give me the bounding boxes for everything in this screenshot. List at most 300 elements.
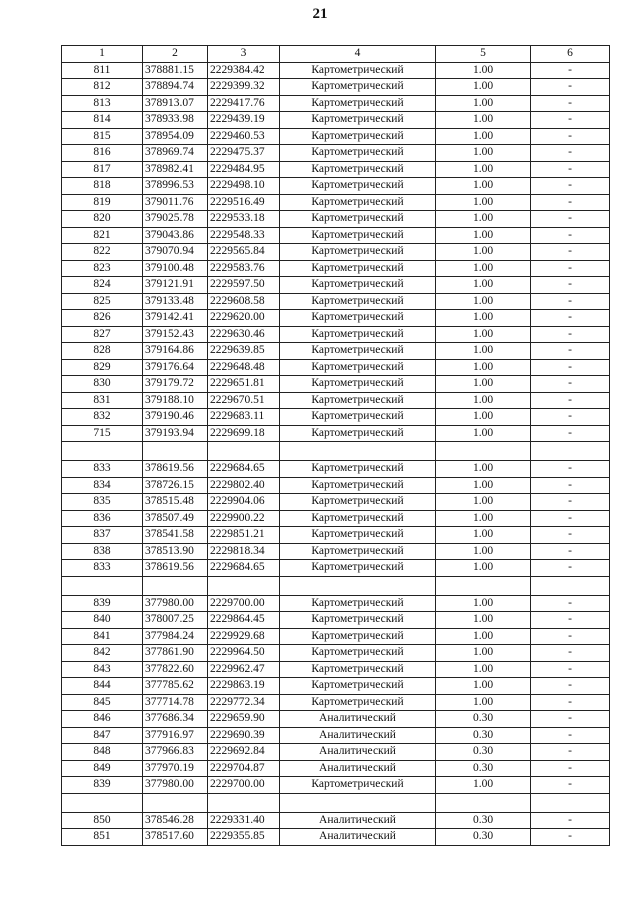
description-cell: - [531,128,610,145]
point-number-cell: 837 [62,527,143,544]
empty-cell [208,793,280,812]
table-row [62,477,610,494]
point-number-cell: 823 [62,260,143,277]
column-header: 6 [531,46,610,63]
table-row [62,527,610,544]
table-row [62,211,610,228]
method-cell: Картометрический [280,595,436,612]
table-row [62,277,610,294]
description-cell: - [531,543,610,560]
table-row [62,178,610,195]
table-row [62,777,610,794]
x-coordinate-cell: 377714.78 [143,694,208,711]
empty-cell [531,576,610,595]
x-coordinate-cell: 379190.46 [143,409,208,426]
method-cell: Картометрический [280,62,436,79]
table-row [62,161,610,178]
description-cell: - [531,310,610,327]
table-row [62,560,610,577]
point-number-cell: 849 [62,760,143,777]
empty-cell [143,442,208,461]
point-number-cell: 851 [62,829,143,846]
page-number: 21 [312,6,328,22]
method-cell: Картометрический [280,326,436,343]
accuracy-cell: 1.00 [436,161,531,178]
method-cell: Картометрический [280,293,436,310]
y-coordinate-cell: 2229818.34 [208,543,280,560]
method-cell: Картометрический [280,376,436,393]
y-coordinate-cell: 2229484.95 [208,161,280,178]
point-number-cell: 846 [62,711,143,728]
accuracy-cell: 1.00 [436,277,531,294]
y-coordinate-cell: 2229802.40 [208,477,280,494]
x-coordinate-cell: 378996.53 [143,178,208,195]
point-number-cell: 842 [62,645,143,662]
accuracy-cell: 1.00 [436,211,531,228]
method-cell: Картометрический [280,678,436,695]
table-row [62,310,610,327]
accuracy-cell: 1.00 [436,409,531,426]
table-row [62,612,610,629]
table-row [62,194,610,211]
x-coordinate-cell: 379193.94 [143,425,208,442]
method-cell: Картометрический [280,277,436,294]
accuracy-cell: 1.00 [436,661,531,678]
y-coordinate-cell: 2229475.37 [208,145,280,162]
y-coordinate-cell: 2229690.39 [208,727,280,744]
y-coordinate-cell: 2229533.18 [208,211,280,228]
method-cell: Аналитический [280,727,436,744]
table-row [62,812,610,829]
y-coordinate-cell: 2229439.19 [208,112,280,129]
point-number-cell: 845 [62,694,143,711]
method-cell: Картометрический [280,211,436,228]
point-number-cell: 824 [62,277,143,294]
y-coordinate-cell: 2229355.85 [208,829,280,846]
description-cell: - [531,612,610,629]
x-coordinate-cell: 377785.62 [143,678,208,695]
x-coordinate-cell: 379133.48 [143,293,208,310]
x-coordinate-cell: 377861.90 [143,645,208,662]
x-coordinate-cell: 377980.00 [143,777,208,794]
method-cell: Картометрический [280,161,436,178]
accuracy-cell: 0.30 [436,829,531,846]
point-number-cell: 830 [62,376,143,393]
accuracy-cell: 1.00 [436,392,531,409]
x-coordinate-cell: 379025.78 [143,211,208,228]
method-cell: Аналитический [280,760,436,777]
description-cell: - [531,744,610,761]
point-number-cell: 829 [62,359,143,376]
method-cell: Аналитический [280,744,436,761]
table-row [62,260,610,277]
point-number-cell: 833 [62,560,143,577]
table-row [62,595,610,612]
x-coordinate-cell: 378007.25 [143,612,208,629]
table-row [62,744,610,761]
point-number-cell: 839 [62,777,143,794]
empty-cell [62,793,143,812]
empty-cell [208,576,280,595]
y-coordinate-cell: 2229565.84 [208,244,280,261]
table-separator-row [62,793,610,812]
description-cell: - [531,194,610,211]
x-coordinate-cell: 378969.74 [143,145,208,162]
y-coordinate-cell: 2229331.40 [208,812,280,829]
point-number-cell: 833 [62,461,143,478]
description-cell: - [531,727,610,744]
description-cell: - [531,161,610,178]
accuracy-cell: 1.00 [436,694,531,711]
point-number-cell: 715 [62,425,143,442]
x-coordinate-cell: 377686.34 [143,711,208,728]
point-number-cell: 818 [62,178,143,195]
x-coordinate-cell: 378913.07 [143,95,208,112]
accuracy-cell: 1.00 [436,260,531,277]
point-number-cell: 836 [62,510,143,527]
table-row [62,727,610,744]
table-row [62,376,610,393]
column-header: 5 [436,46,531,63]
description-cell: - [531,260,610,277]
x-coordinate-cell: 379011.76 [143,194,208,211]
description-cell: - [531,678,610,695]
method-cell: Картометрический [280,694,436,711]
y-coordinate-cell: 2229904.06 [208,494,280,511]
method-cell: Картометрический [280,145,436,162]
accuracy-cell: 1.00 [436,310,531,327]
method-cell: Картометрический [280,425,436,442]
y-coordinate-cell: 2229683.11 [208,409,280,426]
point-number-cell: 848 [62,744,143,761]
y-coordinate-cell: 2229964.50 [208,645,280,662]
method-cell: Картометрический [280,95,436,112]
y-coordinate-cell: 2229417.76 [208,95,280,112]
accuracy-cell: 0.30 [436,812,531,829]
method-cell: Картометрический [280,645,436,662]
method-cell: Картометрический [280,560,436,577]
y-coordinate-cell: 2229772.34 [208,694,280,711]
empty-cell [143,793,208,812]
x-coordinate-cell: 377980.00 [143,595,208,612]
x-coordinate-cell: 379188.10 [143,392,208,409]
y-coordinate-cell: 2229548.33 [208,227,280,244]
y-coordinate-cell: 2229659.90 [208,711,280,728]
x-coordinate-cell: 377916.97 [143,727,208,744]
accuracy-cell: 1.00 [436,145,531,162]
empty-cell [62,442,143,461]
point-number-cell: 821 [62,227,143,244]
table-row [62,128,610,145]
x-coordinate-cell: 379142.41 [143,310,208,327]
method-cell: Картометрический [280,112,436,129]
y-coordinate-cell: 2229620.00 [208,310,280,327]
y-coordinate-cell: 2229900.22 [208,510,280,527]
accuracy-cell: 1.00 [436,227,531,244]
y-coordinate-cell: 2229670.51 [208,392,280,409]
method-cell: Картометрический [280,392,436,409]
description-cell: - [531,376,610,393]
method-cell: Аналитический [280,829,436,846]
x-coordinate-cell: 378933.98 [143,112,208,129]
empty-cell [62,576,143,595]
empty-cell [531,793,610,812]
method-cell: Картометрический [280,612,436,629]
accuracy-cell: 1.00 [436,376,531,393]
x-coordinate-cell: 379070.94 [143,244,208,261]
method-cell: Картометрический [280,79,436,96]
point-number-cell: 850 [62,812,143,829]
accuracy-cell: 1.00 [436,244,531,261]
table-row [62,326,610,343]
point-number-cell: 838 [62,543,143,560]
description-cell: - [531,293,610,310]
method-cell: Картометрический [280,661,436,678]
x-coordinate-cell: 379152.43 [143,326,208,343]
method-cell: Картометрический [280,260,436,277]
accuracy-cell: 1.00 [436,79,531,96]
empty-cell [143,576,208,595]
description-cell: - [531,510,610,527]
method-cell: Картометрический [280,194,436,211]
description-cell: - [531,277,610,294]
table-row [62,409,610,426]
table-header-row [62,46,610,63]
empty-cell [531,442,610,461]
table-row [62,79,610,96]
table-row [62,711,610,728]
accuracy-cell: 0.30 [436,744,531,761]
table-row [62,392,610,409]
description-cell: - [531,812,610,829]
point-number-cell: 832 [62,409,143,426]
table-body [62,62,610,845]
x-coordinate-cell: 378517.60 [143,829,208,846]
method-cell: Картометрический [280,178,436,195]
description-cell: - [531,227,610,244]
y-coordinate-cell: 2229608.58 [208,293,280,310]
description-cell: - [531,409,610,426]
description-cell: - [531,359,610,376]
accuracy-cell: 1.00 [436,425,531,442]
method-cell: Картометрический [280,494,436,511]
accuracy-cell: 1.00 [436,326,531,343]
table-row [62,494,610,511]
point-number-cell: 820 [62,211,143,228]
accuracy-cell: 0.30 [436,711,531,728]
point-number-cell: 816 [62,145,143,162]
table-row [62,678,610,695]
point-number-cell: 839 [62,595,143,612]
table-row [62,227,610,244]
accuracy-cell: 1.00 [436,595,531,612]
x-coordinate-cell: 379176.64 [143,359,208,376]
accuracy-cell: 1.00 [436,359,531,376]
method-cell: Аналитический [280,711,436,728]
table-row [62,293,610,310]
point-number-cell: 822 [62,244,143,261]
column-header: 4 [280,46,436,63]
description-cell: - [531,527,610,544]
y-coordinate-cell: 2229851.21 [208,527,280,544]
table-row [62,461,610,478]
accuracy-cell: 1.00 [436,194,531,211]
x-coordinate-cell: 378515.48 [143,494,208,511]
x-coordinate-cell: 378894.74 [143,79,208,96]
x-coordinate-cell: 378881.15 [143,62,208,79]
description-cell: - [531,145,610,162]
method-cell: Картометрический [280,777,436,794]
x-coordinate-cell: 378619.56 [143,461,208,478]
description-cell: - [531,694,610,711]
y-coordinate-cell: 2229684.65 [208,560,280,577]
method-cell: Аналитический [280,812,436,829]
accuracy-cell: 1.00 [436,612,531,629]
y-coordinate-cell: 2229700.00 [208,595,280,612]
point-number-cell: 835 [62,494,143,511]
column-header: 1 [62,46,143,63]
empty-cell [436,576,531,595]
description-cell: - [531,777,610,794]
y-coordinate-cell: 2229648.48 [208,359,280,376]
point-number-cell: 813 [62,95,143,112]
description-cell: - [531,645,610,662]
accuracy-cell: 1.00 [436,293,531,310]
description-cell: - [531,560,610,577]
accuracy-cell: 1.00 [436,777,531,794]
method-cell: Картометрический [280,244,436,261]
description-cell: - [531,211,610,228]
description-cell: - [531,343,610,360]
description-cell: - [531,711,610,728]
empty-cell [436,793,531,812]
accuracy-cell: 1.00 [436,543,531,560]
method-cell: Картометрический [280,310,436,327]
accuracy-cell: 0.30 [436,760,531,777]
x-coordinate-cell: 379100.48 [143,260,208,277]
accuracy-cell: 1.00 [436,628,531,645]
accuracy-cell: 1.00 [436,678,531,695]
x-coordinate-cell: 379121.91 [143,277,208,294]
description-cell: - [531,461,610,478]
description-cell: - [531,425,610,442]
y-coordinate-cell: 2229864.45 [208,612,280,629]
accuracy-cell: 1.00 [436,128,531,145]
description-cell: - [531,178,610,195]
point-number-cell: 827 [62,326,143,343]
method-cell: Картометрический [280,227,436,244]
y-coordinate-cell: 2229700.00 [208,777,280,794]
point-number-cell: 815 [62,128,143,145]
method-cell: Картометрический [280,359,436,376]
y-coordinate-cell: 2229583.76 [208,260,280,277]
description-cell: - [531,392,610,409]
empty-cell [280,793,436,812]
point-number-cell: 826 [62,310,143,327]
point-number-cell: 812 [62,79,143,96]
description-cell: - [531,595,610,612]
description-cell: - [531,326,610,343]
table-row [62,62,610,79]
x-coordinate-cell: 378507.49 [143,510,208,527]
x-coordinate-cell: 379179.72 [143,376,208,393]
table-row [62,645,610,662]
accuracy-cell: 1.00 [436,527,531,544]
accuracy-cell: 1.00 [436,510,531,527]
x-coordinate-cell: 377966.83 [143,744,208,761]
y-coordinate-cell: 2229684.65 [208,461,280,478]
y-coordinate-cell: 2229863.19 [208,678,280,695]
accuracy-cell: 1.00 [436,461,531,478]
description-cell: - [531,244,610,261]
method-cell: Картометрический [280,543,436,560]
table-row [62,145,610,162]
point-number-cell: 844 [62,678,143,695]
method-cell: Картометрический [280,343,436,360]
x-coordinate-cell: 378513.90 [143,543,208,560]
coordinates-table [61,45,610,846]
x-coordinate-cell: 378726.15 [143,477,208,494]
point-number-cell: 814 [62,112,143,129]
y-coordinate-cell: 2229498.10 [208,178,280,195]
method-cell: Картометрический [280,409,436,426]
y-coordinate-cell: 2229597.50 [208,277,280,294]
method-cell: Картометрический [280,628,436,645]
description-cell: - [531,477,610,494]
table-row [62,694,610,711]
x-coordinate-cell: 378619.56 [143,560,208,577]
x-coordinate-cell: 378546.28 [143,812,208,829]
x-coordinate-cell: 379164.86 [143,343,208,360]
table-row [62,359,610,376]
x-coordinate-cell: 377822.60 [143,661,208,678]
empty-cell [208,442,280,461]
method-cell: Картометрический [280,461,436,478]
table-row [62,628,610,645]
table-row [62,661,610,678]
method-cell: Картометрический [280,128,436,145]
description-cell: - [531,79,610,96]
empty-cell [436,442,531,461]
description-cell: - [531,829,610,846]
table-separator-row [62,442,610,461]
table-row [62,760,610,777]
description-cell: - [531,95,610,112]
point-number-cell: 834 [62,477,143,494]
y-coordinate-cell: 2229692.84 [208,744,280,761]
method-cell: Картометрический [280,477,436,494]
point-number-cell: 843 [62,661,143,678]
accuracy-cell: 1.00 [436,343,531,360]
x-coordinate-cell: 377984.24 [143,628,208,645]
y-coordinate-cell: 2229699.18 [208,425,280,442]
y-coordinate-cell: 2229639.85 [208,343,280,360]
description-cell: - [531,62,610,79]
x-coordinate-cell: 378982.41 [143,161,208,178]
table-row [62,425,610,442]
accuracy-cell: 1.00 [436,560,531,577]
table-row [62,244,610,261]
y-coordinate-cell: 2229460.53 [208,128,280,145]
point-number-cell: 841 [62,628,143,645]
y-coordinate-cell: 2229516.49 [208,194,280,211]
column-header: 2 [143,46,208,63]
column-header: 3 [208,46,280,63]
accuracy-cell: 1.00 [436,494,531,511]
point-number-cell: 828 [62,343,143,360]
method-cell: Картометрический [280,510,436,527]
table-row [62,829,610,846]
